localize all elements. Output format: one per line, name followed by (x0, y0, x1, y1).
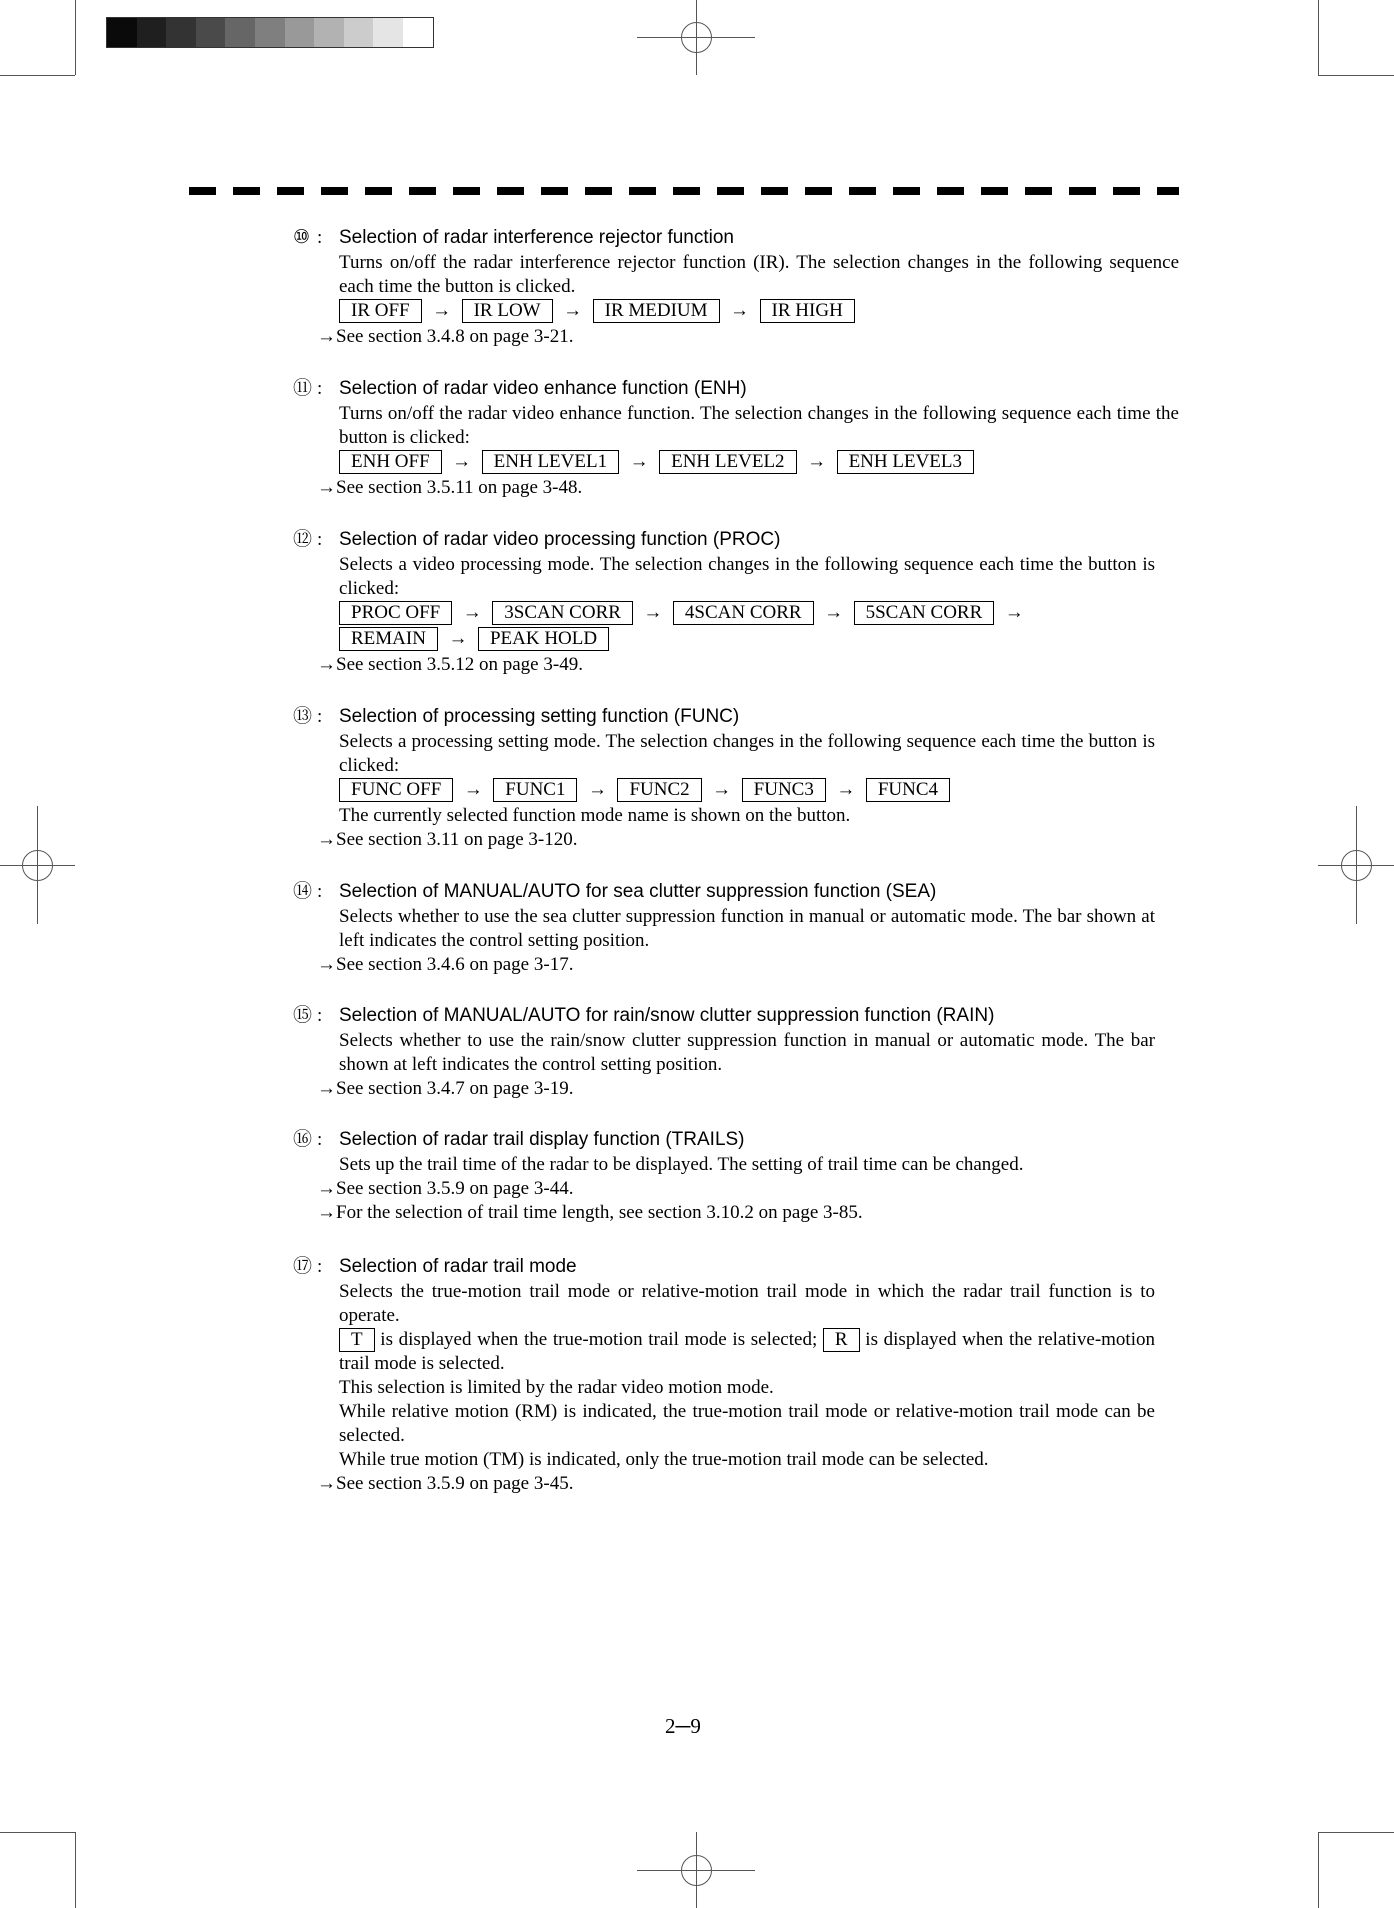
arrow-right-icon: → (730, 300, 750, 321)
grayscale-swatch (255, 18, 285, 47)
section-description: Turns on/off the radar video enhance function. The selection changes in the following sequence each time the button is clicked: (339, 403, 1179, 448)
section-description: Selects a video processing mode. The selection changes in the following sequence each time the button is clicked: (339, 554, 1155, 599)
section-number: ⑭ (293, 881, 313, 902)
crop-mark (1318, 75, 1394, 76)
arrow-right-icon: → (643, 602, 663, 623)
arrow-right-icon: → (448, 628, 468, 649)
section-note: The currently selected function mode name is shown on the button. (339, 805, 851, 826)
section-description: Turns on/off the radar interference rejector function (IR). The selection changes in the following sequence each time the button is clicked. (339, 252, 1179, 297)
section-11: ⑪ : Selection of radar video enhance function (ENH) Turns on/off the radar video enhance function. The selection changes in the following sequence each time the button is clicked: ENH OFF → ENH LEVEL1 → ENH LEVEL2 → ENH LEVEL3 →See section 3.5.11 on page 3-48. (293, 378, 1179, 498)
5scan-corr-button: 5SCAN CORR (854, 601, 995, 625)
section-note: This selection is limited by the radar video motion mode. (339, 1377, 774, 1398)
button-sequence-continued (339, 627, 1179, 653)
section-description: Selects whether to use the sea clutter suppression function in manual or automatic mode. The bar shown at left indicates the control setting position. (339, 906, 1155, 951)
section-number: ⑰ (293, 1256, 313, 1277)
grayscale-swatch (403, 18, 433, 47)
section-number: ⑩ (293, 227, 311, 248)
section-reference: →See section 3.4.8 on page 3-21. (317, 326, 574, 347)
section-16: ⑯ : Selection of radar trail display function (TRAILS) Sets up the trail time of the radar to be displayed. The setting of trail time can be changed. →See section 3.5.9 on page 3-44. →For the selection of trail time length, see section 3.10.2 on page 3-85. (293, 1128, 1179, 1225)
3scan-corr-button: 3SCAN CORR (492, 601, 633, 625)
header-dashed-rule (189, 187, 1179, 195)
section-reference: →For the selection of trail time length, see section 3.10.2 on page 3-85. (317, 1202, 863, 1223)
arrow-right-icon: → (463, 779, 483, 800)
crop-mark (0, 1832, 75, 1833)
peak-hold-button: PEAK HOLD (478, 627, 609, 651)
arrow-right-icon: → (629, 451, 649, 472)
grayscale-swatch (196, 18, 226, 47)
section-15: ⑮ : Selection of MANUAL/AUTO for rain/snow clutter suppression function (RAIN) Selects whether to use the rain/snow clutter suppression function in manual or automatic mode. The bar shown at left indicates the control setting position. →See section 3.4.7 on page 3-19. (293, 1004, 1179, 1101)
ir-high-button: IR HIGH (760, 299, 855, 323)
enh-level2-button: ENH LEVEL2 (659, 450, 796, 474)
page-number: 2─9 (665, 1714, 701, 1738)
section-number: ⑮ (293, 1005, 313, 1026)
func2-button: FUNC2 (617, 778, 701, 802)
arrow-right-icon: → (836, 779, 856, 800)
button-sequence (339, 778, 1179, 804)
crop-mark (1318, 1832, 1394, 1833)
crop-mark (75, 0, 76, 75)
grayscale-swatch (285, 18, 315, 47)
arrow-right-icon: → (1004, 602, 1024, 623)
section-note: While relative motion (RM) is indicated, the true-motion trail mode or relative-motion trail mode can be selected. (339, 1401, 1155, 1446)
true-motion-indicator: T (339, 1328, 375, 1352)
section-number: ⑪ (293, 378, 313, 399)
enh-off-button: ENH OFF (339, 450, 442, 474)
section-title: Selection of radar interference rejector function (339, 227, 734, 248)
section-number: ⑯ (293, 1129, 313, 1150)
section-reference: →See section 3.5.9 on page 3-44. (317, 1178, 574, 1199)
grayscale-swatch (107, 18, 137, 47)
func-off-button: FUNC OFF (339, 778, 453, 802)
section-title: Selection of radar video processing function (PROC) (339, 529, 781, 550)
section-17: ⑰ : Selection of radar trail mode Selects the true-motion trail mode or relative-motion trail mode in which the radar trail function is to operate. T is displayed when the true-motion trail mode is selected; R is displayed when the relative-motion trail mode is selected. This selection is limited by the radar video motion mode. While relative motion (RM) is indicated, the true-motion trail mode or relative-motion trail mode can be selected. While true motion (TM) is indicated, only the true-motion trail mode can be selected. →See section 3.5.9 on page 3-45. (293, 1255, 1179, 1496)
button-sequence (339, 450, 1179, 476)
func3-button: FUNC3 (742, 778, 826, 802)
ir-off-button: IR OFF (339, 299, 422, 323)
grayscale-swatch (225, 18, 255, 47)
arrow-right-icon: → (712, 779, 732, 800)
arrow-right-icon: → (432, 300, 452, 321)
section-title: Selection of processing setting function (FUNC) (339, 706, 740, 727)
grayscale-swatch (344, 18, 374, 47)
section-reference: →See section 3.5.9 on page 3-45. (317, 1473, 574, 1494)
section-title: Selection of MANUAL/AUTO for sea clutter suppression function (SEA) (339, 881, 937, 902)
section-number: ⑬ (293, 706, 313, 727)
enh-level3-button: ENH LEVEL3 (837, 450, 974, 474)
section-10: ⑩ : Selection of radar interference rejector function Turns on/off the radar interference rejector function (IR). The selection changes in the following sequence each time the button is clicked. IR OFF → IR LOW → IR MEDIUM → IR HIGH →See section 3.4.8 on page 3-21. (293, 227, 1179, 347)
section-reference: →See section 3.4.7 on page 3-19. (317, 1078, 574, 1099)
button-sequence (339, 299, 1179, 325)
section-description: Selects whether to use the rain/snow clutter suppression function in manual or automatic mode. The bar shown at left indicates the control setting position. (339, 1030, 1155, 1075)
crosshair-circle (681, 1855, 712, 1886)
relative-motion-indicator: R (823, 1328, 860, 1352)
func1-button: FUNC1 (493, 778, 577, 802)
section-description: Sets up the trail time of the radar to be displayed. The setting of trail time can be changed. (339, 1154, 1024, 1175)
grayscale-bar (106, 17, 434, 48)
section-reference: →See section 3.5.12 on page 3-49. (317, 654, 583, 675)
remain-button: REMAIN (339, 627, 438, 651)
arrow-right-icon: → (563, 300, 583, 321)
arrow-right-icon: → (807, 451, 827, 472)
section-13: ⑬ : Selection of processing setting function (FUNC) Selects a processing setting mode. The selection changes in the following sequence each time the button is clicked: FUNC OFF → FUNC1 → FUNC2 → FUNC3 → FUNC4 The currently selected function mode name is shown on the button. →See section 3.11 on page 3-120. (293, 705, 1179, 852)
enh-level1-button: ENH LEVEL1 (482, 450, 619, 474)
crop-mark (1318, 1832, 1319, 1908)
section-reference: →See section 3.4.6 on page 3-17. (317, 954, 574, 975)
ir-low-button: IR LOW (462, 299, 553, 323)
grayscale-swatch (137, 18, 167, 47)
ir-medium-button: IR MEDIUM (593, 299, 720, 323)
section-description: Selects the true-motion trail mode or relative-motion trail mode in which the radar trail function is to operate. (339, 1281, 1155, 1326)
button-sequence (339, 601, 1179, 627)
section-description: Selects a processing setting mode. The selection changes in the following sequence each time the button is clicked: (339, 731, 1155, 776)
section-reference: →See section 3.5.11 on page 3-48. (317, 477, 583, 498)
trail-mode-indicator-text: T is displayed when the true-motion trail mode is selected; R is displayed when the relative-motion trail mode is selected. (339, 1329, 1155, 1374)
section-number: ⑫ (293, 529, 313, 550)
grayscale-swatch (166, 18, 196, 47)
grayscale-swatch (373, 18, 403, 47)
arrow-right-icon: → (452, 451, 472, 472)
crosshair-circle (681, 22, 712, 53)
crosshair-circle (22, 850, 53, 881)
func4-button: FUNC4 (866, 778, 950, 802)
crosshair-circle (1341, 850, 1372, 881)
crop-mark (75, 1832, 76, 1908)
section-title: Selection of radar trail mode (339, 1256, 577, 1277)
section-12: ⑫ : Selection of radar video processing function (PROC) Selects a video processing mode. The selection changes in the following sequence each time the button is clicked: PROC OFF → 3SCAN CORR → 4SCAN CORR → 5SCAN CORR → REMAIN → PEAK HOLD →See section 3.5.12 on page 3-49. (293, 528, 1179, 677)
section-note: While true motion (TM) is indicated, only the true-motion trail mode can be selected. (339, 1449, 989, 1470)
crop-mark (1318, 0, 1319, 75)
section-title: Selection of radar trail display function (TRAILS) (339, 1129, 745, 1150)
arrow-right-icon: → (462, 602, 482, 623)
arrow-right-icon: → (587, 779, 607, 800)
section-reference: →See section 3.11 on page 3-120. (317, 829, 578, 850)
arrow-right-icon: → (824, 602, 844, 623)
crop-mark (0, 75, 75, 76)
section-title: Selection of radar video enhance function (ENH) (339, 378, 747, 399)
grayscale-swatch (314, 18, 344, 47)
section-title: Selection of MANUAL/AUTO for rain/snow clutter suppression function (RAIN) (339, 1005, 995, 1026)
proc-off-button: PROC OFF (339, 601, 452, 625)
4scan-corr-button: 4SCAN CORR (673, 601, 814, 625)
section-14: ⑭ : Selection of MANUAL/AUTO for sea clutter suppression function (SEA) Selects whether to use the sea clutter suppression function in manual or automatic mode. The bar shown at left indicates the control setting position. →See section 3.4.6 on page 3-17. (293, 880, 1179, 977)
